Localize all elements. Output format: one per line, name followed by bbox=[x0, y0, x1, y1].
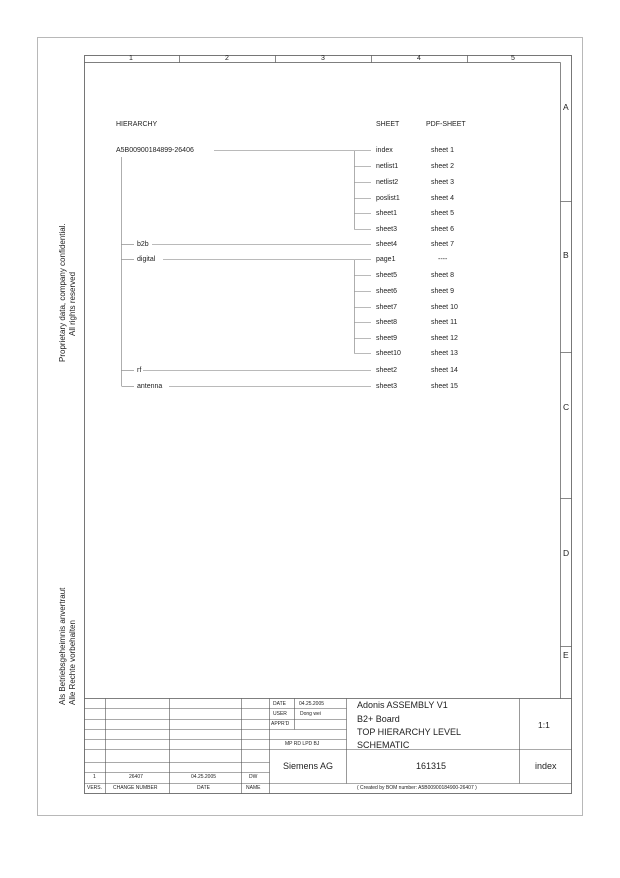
german-line-1: Als Betriebsgeheimnis anvertraut bbox=[58, 587, 67, 705]
header-hierarchy: HIERARCHY bbox=[116, 121, 158, 128]
german-line-2: Alle Rechte vorbehalten bbox=[68, 620, 77, 705]
revision-name: DW bbox=[249, 774, 258, 780]
sheet-cell: index bbox=[376, 147, 393, 154]
pdf-cell: sheet 3 bbox=[431, 179, 454, 186]
pdf-cell: sheet 7 bbox=[431, 241, 454, 248]
row-label-e: E bbox=[563, 650, 569, 660]
pdf-cell: sheet 11 bbox=[431, 319, 458, 326]
pdf-cell: sheet 4 bbox=[431, 195, 454, 202]
date-label: DATE bbox=[273, 701, 286, 707]
confidential-line-1: Proprietary data, company confidential. bbox=[58, 223, 67, 362]
revision-change-number: 26407 bbox=[129, 774, 143, 780]
approved-label: APPR'D bbox=[271, 721, 290, 727]
child-node-digital: digital bbox=[137, 256, 156, 263]
child-node-rf: rf bbox=[137, 367, 142, 374]
title-line-4: SCHEMATIC bbox=[357, 740, 410, 750]
sheet-cell: netlist2 bbox=[376, 179, 399, 186]
column-label-5: 5 bbox=[511, 55, 515, 62]
column-label-1: 1 bbox=[129, 55, 133, 62]
column-label-2: 2 bbox=[225, 55, 229, 62]
date-value: 04.25.2005 bbox=[299, 701, 325, 707]
pdf-cell: sheet 1 bbox=[431, 147, 454, 154]
row-label-a: A bbox=[563, 102, 569, 112]
row-label-b: B bbox=[563, 250, 569, 260]
root-node: A5B00900184899-26406 bbox=[116, 147, 194, 154]
scale-value: 1:1 bbox=[538, 720, 550, 730]
sheet-name: index bbox=[535, 761, 557, 771]
pdf-cell: sheet 6 bbox=[431, 226, 454, 233]
sheet-cell: sheet4 bbox=[376, 241, 398, 248]
header-pdf-sheet: PDF-SHEET bbox=[426, 121, 466, 128]
title-line-1: Adonis ASSEMBLY V1 bbox=[357, 700, 448, 710]
confidential-notice bbox=[58, 202, 78, 362]
sheet-cell: poslist1 bbox=[376, 195, 400, 202]
user-value: Dong wei bbox=[300, 711, 321, 717]
title-block-lines bbox=[85, 699, 572, 794]
pdf-cell: sheet 9 bbox=[431, 288, 454, 295]
pdf-cell: sheet 14 bbox=[431, 367, 458, 374]
pdf-cell: sheet 12 bbox=[431, 335, 458, 342]
revision-version: 1 bbox=[93, 774, 96, 780]
row-dividers bbox=[561, 202, 572, 647]
row-label-d: D bbox=[563, 548, 570, 558]
sheet-cell: sheet3 bbox=[376, 226, 398, 233]
child-node-b2b: b2b bbox=[137, 241, 149, 248]
document-number: 161315 bbox=[416, 761, 447, 771]
header-date: DATE bbox=[197, 785, 210, 791]
pdf-cell: sheet 8 bbox=[431, 272, 454, 279]
pdf-cell: sheet 10 bbox=[431, 304, 458, 311]
user-label: USER bbox=[273, 711, 287, 717]
sheet-cell: sheet7 bbox=[376, 304, 398, 311]
sheet-cell: page1 bbox=[376, 256, 396, 263]
header-sheet: SHEET bbox=[376, 121, 400, 128]
department: MP RD LPD BJ bbox=[285, 741, 320, 747]
pdf-cell: sheet 5 bbox=[431, 210, 454, 217]
sheet-cell: sheet3 bbox=[376, 383, 398, 390]
pdf-cell: sheet 15 bbox=[431, 383, 458, 390]
child-node-antenna: antenna bbox=[137, 383, 163, 390]
sheet-cell: sheet2 bbox=[376, 367, 398, 374]
header-change-number: CHANGE NUMBER bbox=[113, 785, 158, 791]
sheet-cell: sheet9 bbox=[376, 335, 398, 342]
pdf-cell: sheet 2 bbox=[431, 163, 454, 170]
sheet-cell: sheet10 bbox=[376, 350, 401, 357]
pdf-cell: sheet 13 bbox=[431, 350, 458, 357]
header-name: NAME bbox=[246, 785, 261, 791]
sheet-cell: sheet1 bbox=[376, 210, 398, 217]
column-label-4: 4 bbox=[417, 55, 421, 62]
sheet-cell: sheet5 bbox=[376, 272, 398, 279]
created-by-note: ( Created by BOM number: A5B00900184900-26407 ) bbox=[357, 785, 477, 791]
revision-date: 04.25.2005 bbox=[191, 774, 217, 780]
row-label-c: C bbox=[563, 402, 570, 412]
sheet-cell: sheet8 bbox=[376, 319, 398, 326]
drawing-frame bbox=[85, 56, 572, 794]
german-notice bbox=[58, 565, 78, 705]
title-line-3: TOP HIERARCHY LEVEL bbox=[357, 727, 462, 737]
column-label-3: 3 bbox=[321, 55, 325, 62]
title-line-2: B2+ Board bbox=[357, 714, 400, 724]
pdf-cell: ---- bbox=[438, 256, 448, 263]
hierarchy-tree-lines bbox=[122, 151, 372, 387]
sheet-cell: netlist1 bbox=[376, 163, 399, 170]
header-version: VERS. bbox=[87, 785, 103, 791]
sheet-cell: sheet6 bbox=[376, 288, 398, 295]
confidential-line-2: All rights reserved bbox=[68, 271, 77, 336]
company-name: Siemens AG bbox=[283, 761, 334, 771]
